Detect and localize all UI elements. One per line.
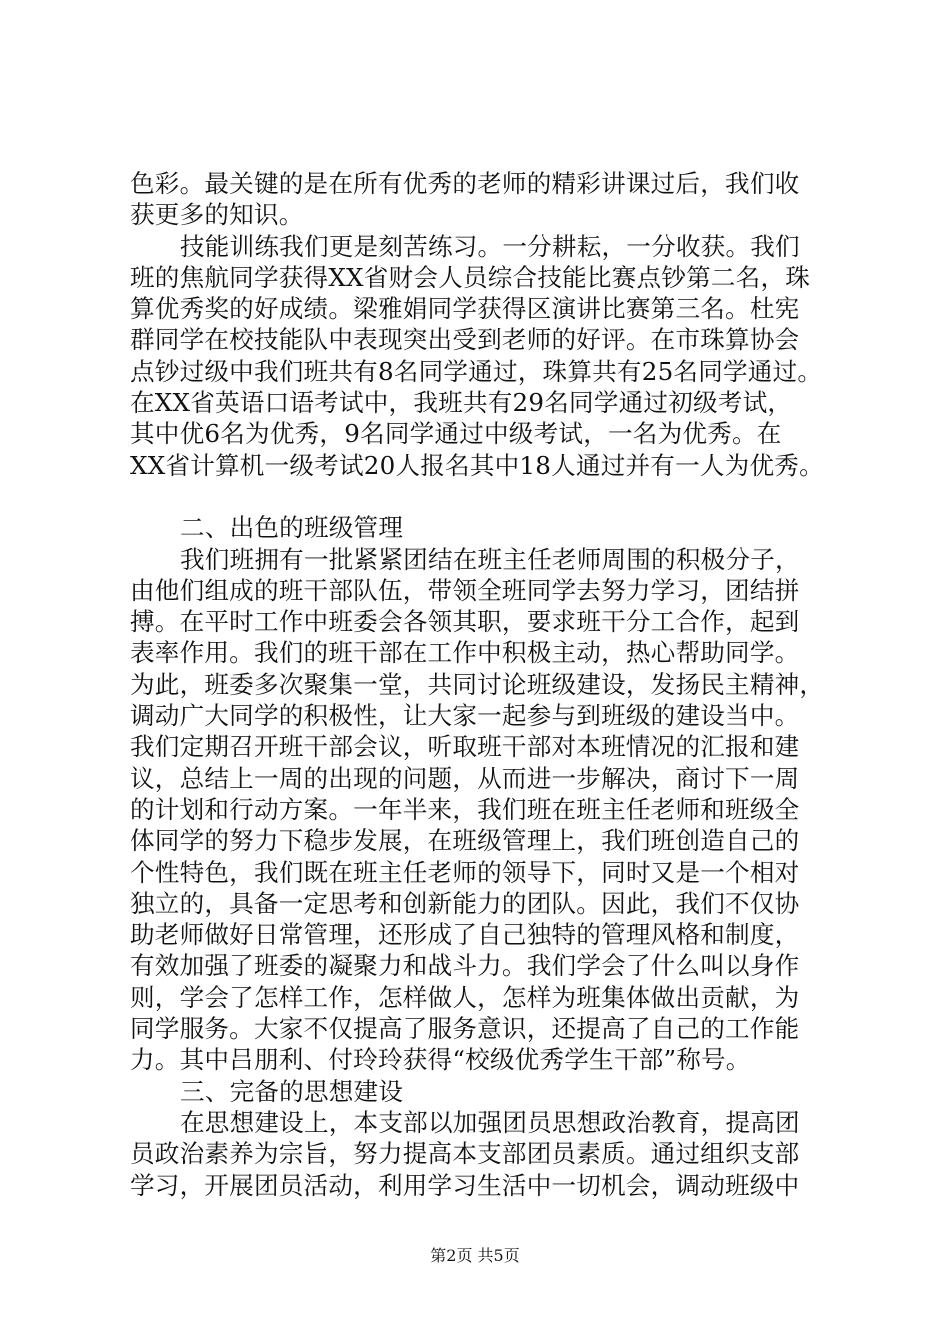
text-line: 调动广大同学的积极性，让大家一起参与到班级的建设当中。	[130, 701, 800, 731]
text-line: 表率作用。我们的班干部在工作中积极主动，热心帮助同学。	[130, 638, 800, 668]
text-line: 色彩。最关键的是在所有优秀的老师的精彩讲课过后，我们收	[130, 169, 800, 198]
text-line: 点钞过级中我们班共有8名同学通过，珠算共有25名同学通过。	[130, 356, 823, 386]
page-footer	[0, 1246, 950, 1266]
text-line: 体同学的努力下稳步发展，在班级管理上，我们班创造自己的	[130, 826, 800, 856]
paragraph-start-line: 技能训练我们更是刻苦练习。一分耕耘，一分收获。我们	[180, 231, 800, 261]
page-number-label: 第2页 共5页	[430, 1246, 520, 1265]
text-line: 班的焦航同学获得XX省财会人员综合技能比赛点钞第二名，珠	[130, 262, 811, 292]
text-line: 议，总结上一周的出现的问题，从而进一步解决，商讨下一周	[130, 763, 800, 793]
text-line: 力。其中吕朋利、付玲玲获得“校级优秀学生干部”称号。	[130, 1045, 751, 1075]
paragraph-start-line: 二、出色的班级管理	[180, 513, 404, 543]
document-body	[130, 168, 846, 1201]
text-line: 其中优6名为优秀，9名同学通过中级考试，一名为优秀。在	[130, 419, 782, 449]
text-line: 为此，班委多次聚集一堂，共同讨论班级建设，发扬民主精神，	[130, 669, 825, 699]
paragraph-start-line: 在思想建设上，本支部以加强团员思想政治教育，提高团	[180, 1107, 800, 1137]
text-line: 则，学会了怎样工作，怎样做人，怎样为班集体做出贡献，为	[130, 982, 800, 1012]
blank-line	[130, 481, 846, 512]
text-line: 算优秀奖的好成绩。梁雅娟同学获得区演讲比赛第三名。杜宪	[130, 294, 800, 324]
text-line: 个性特色，我们既在班主任老师的领导下，同时又是一个相对	[130, 857, 800, 887]
text-line: 独立的，具备一定思考和创新能力的团队。因此，我们不仅协	[130, 888, 800, 918]
text-line: 学习，开展团员活动，利用学习生活中一切机会，调动班级中	[130, 1170, 800, 1200]
text-line: 员政治素养为宗旨，努力提高本支部团员素质。通过组织支部	[130, 1139, 800, 1169]
text-line: 同学服务。大家不仅提高了服务意识，还提高了自己的工作能	[130, 1014, 800, 1044]
text-line: 群同学在校技能队中表现突出受到老师的好评。在市珠算协会	[130, 325, 800, 355]
text-line: 获更多的知识。	[130, 200, 304, 230]
text-line: XX省计算机一级考试20人报名其中18人通过并有一人为优秀。	[130, 450, 824, 480]
text-line: 搏。在平时工作中班委会各领其职，要求班干分工合作，起到	[130, 607, 800, 637]
paragraph-start-line: 三、完备的思想建设	[180, 1076, 404, 1106]
text-line: 我们定期召开班干部会议，听取班干部对本班情况的汇报和建	[130, 732, 800, 762]
text-line: 有效加强了班委的凝聚力和战斗力。我们学会了什么叫以身作	[130, 951, 800, 981]
text-line: 由他们组成的班干部队伍，带领全班同学去努力学习，团结拼	[130, 575, 800, 605]
text-line: 在XX省英语口语考试中，我班共有29名同学通过初级考试，	[130, 388, 793, 418]
text-line: 的计划和行动方案。一年半来，我们班在班主任老师和班级全	[130, 794, 800, 824]
text-line: 助老师做好日常管理，还形成了自己独特的管理风格和制度，	[130, 920, 800, 950]
paragraph-start-line: 我们班拥有一批紧紧团结在班主任老师周围的积极分子，	[180, 544, 800, 574]
